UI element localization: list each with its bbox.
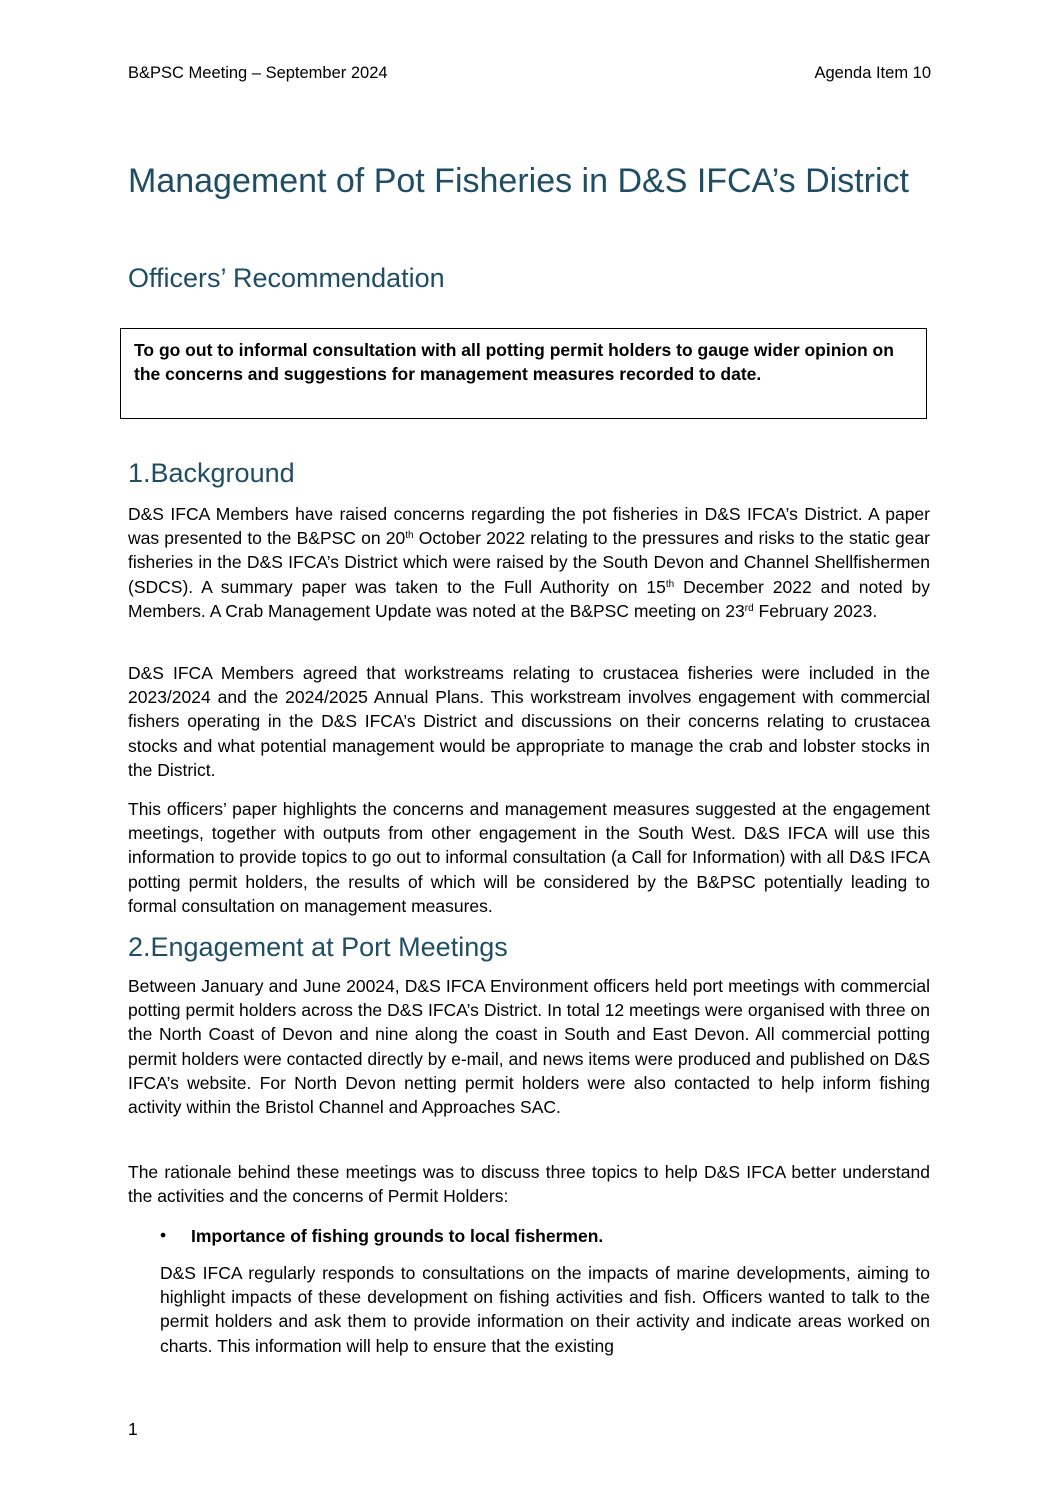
engagement-paragraph-2: The rationale behind these meetings was to discuss three topics to help D&S IFCA better understand the activities and the concerns of Permit Holders:: [128, 1162, 930, 1207]
header-meeting-label: B&PSC Meeting – September 2024: [128, 64, 388, 82]
bullet-text: Importance of fishing grounds to local fishermen.: [191, 1226, 604, 1246]
recommendation-box: [120, 328, 927, 419]
header-agenda-item: Agenda Item 10: [814, 64, 931, 82]
section-heading-background: 1.Background: [128, 458, 295, 488]
recommendation-text: To go out to informal consultation with all potting permit holders to gauge wider opinion on the concerns and suggestions for management measures recorded to date.: [134, 340, 894, 384]
bullet-icon: •: [160, 1225, 167, 1245]
section-heading-engagement: 2.Engagement at Port Meetings: [128, 932, 508, 962]
engagement-paragraph-3: D&S IFCA regularly responds to consultations on the impacts of marine developments, aiming to highlight impacts of these development on fishing activities and fish. Officers wanted to talk to the permit holders and ask them to provide information on their activity and indicate areas worked on charts. This information will help to ensure that the existing: [160, 1263, 930, 1356]
recommendation-heading: Officers’ Recommendation: [128, 263, 445, 293]
engagement-paragraph-1: Between January and June 20024, D&S IFCA Environment officers held port meetings with commercial potting permit holders across the D&S IFCA’s District. In total 12 meetings were organised with three on the North Coast of Devon and nine along the coast in South and East Devon. All commercial potting permit holders were contacted directly by e-mail, and news items were produced and published on D&S IFCA’s website. For North Devon netting permit holders were also contacted to help inform fishing activity within the Bristol Channel and Approaches SAC.: [128, 976, 930, 1118]
document-title: Management of Pot Fisheries in D&S IFCA’s District: [128, 162, 910, 200]
page-number: 1: [128, 1419, 138, 1439]
background-paragraph-1: D&S IFCA Members have raised concerns regarding the pot fisheries in D&S IFCA’s District. A paper was presented to the B&PSC on 20th October 2022 relating to the pressures and risks to the static gear fisheries in the D&S IFCA’s District which were raised by the South Devon and Channel Shellfishermen (SDCS). A summary paper was taken to the Full Authority on 15th December 2022 and noted by Members. A Crab Management Update was noted at the B&PSC meeting on 23rd February 2023.: [128, 504, 931, 621]
background-paragraph-3: This officers’ paper highlights the concerns and management measures suggested at the engagement meetings, together with outputs from other engagement in the South West. D&S IFCA will use this information to provide topics to go out to informal consultation (a Call for Information) with all D&S IFCA potting permit holders, the results of which will be considered by the B&PSC potentially leading to formal consultation on management measures.: [128, 799, 930, 916]
background-paragraph-2: D&S IFCA Members agreed that workstreams relating to crustacea fisheries were included in the 2023/2024 and the 2024/2025 Annual Plans. This workstream involves engagement with commercial fishers operating in the D&S IFCA’s District and discussions on their concerns relating to crustacea stocks and what potential management would be appropriate to manage the crab and lobster stocks in the District.: [128, 663, 930, 780]
